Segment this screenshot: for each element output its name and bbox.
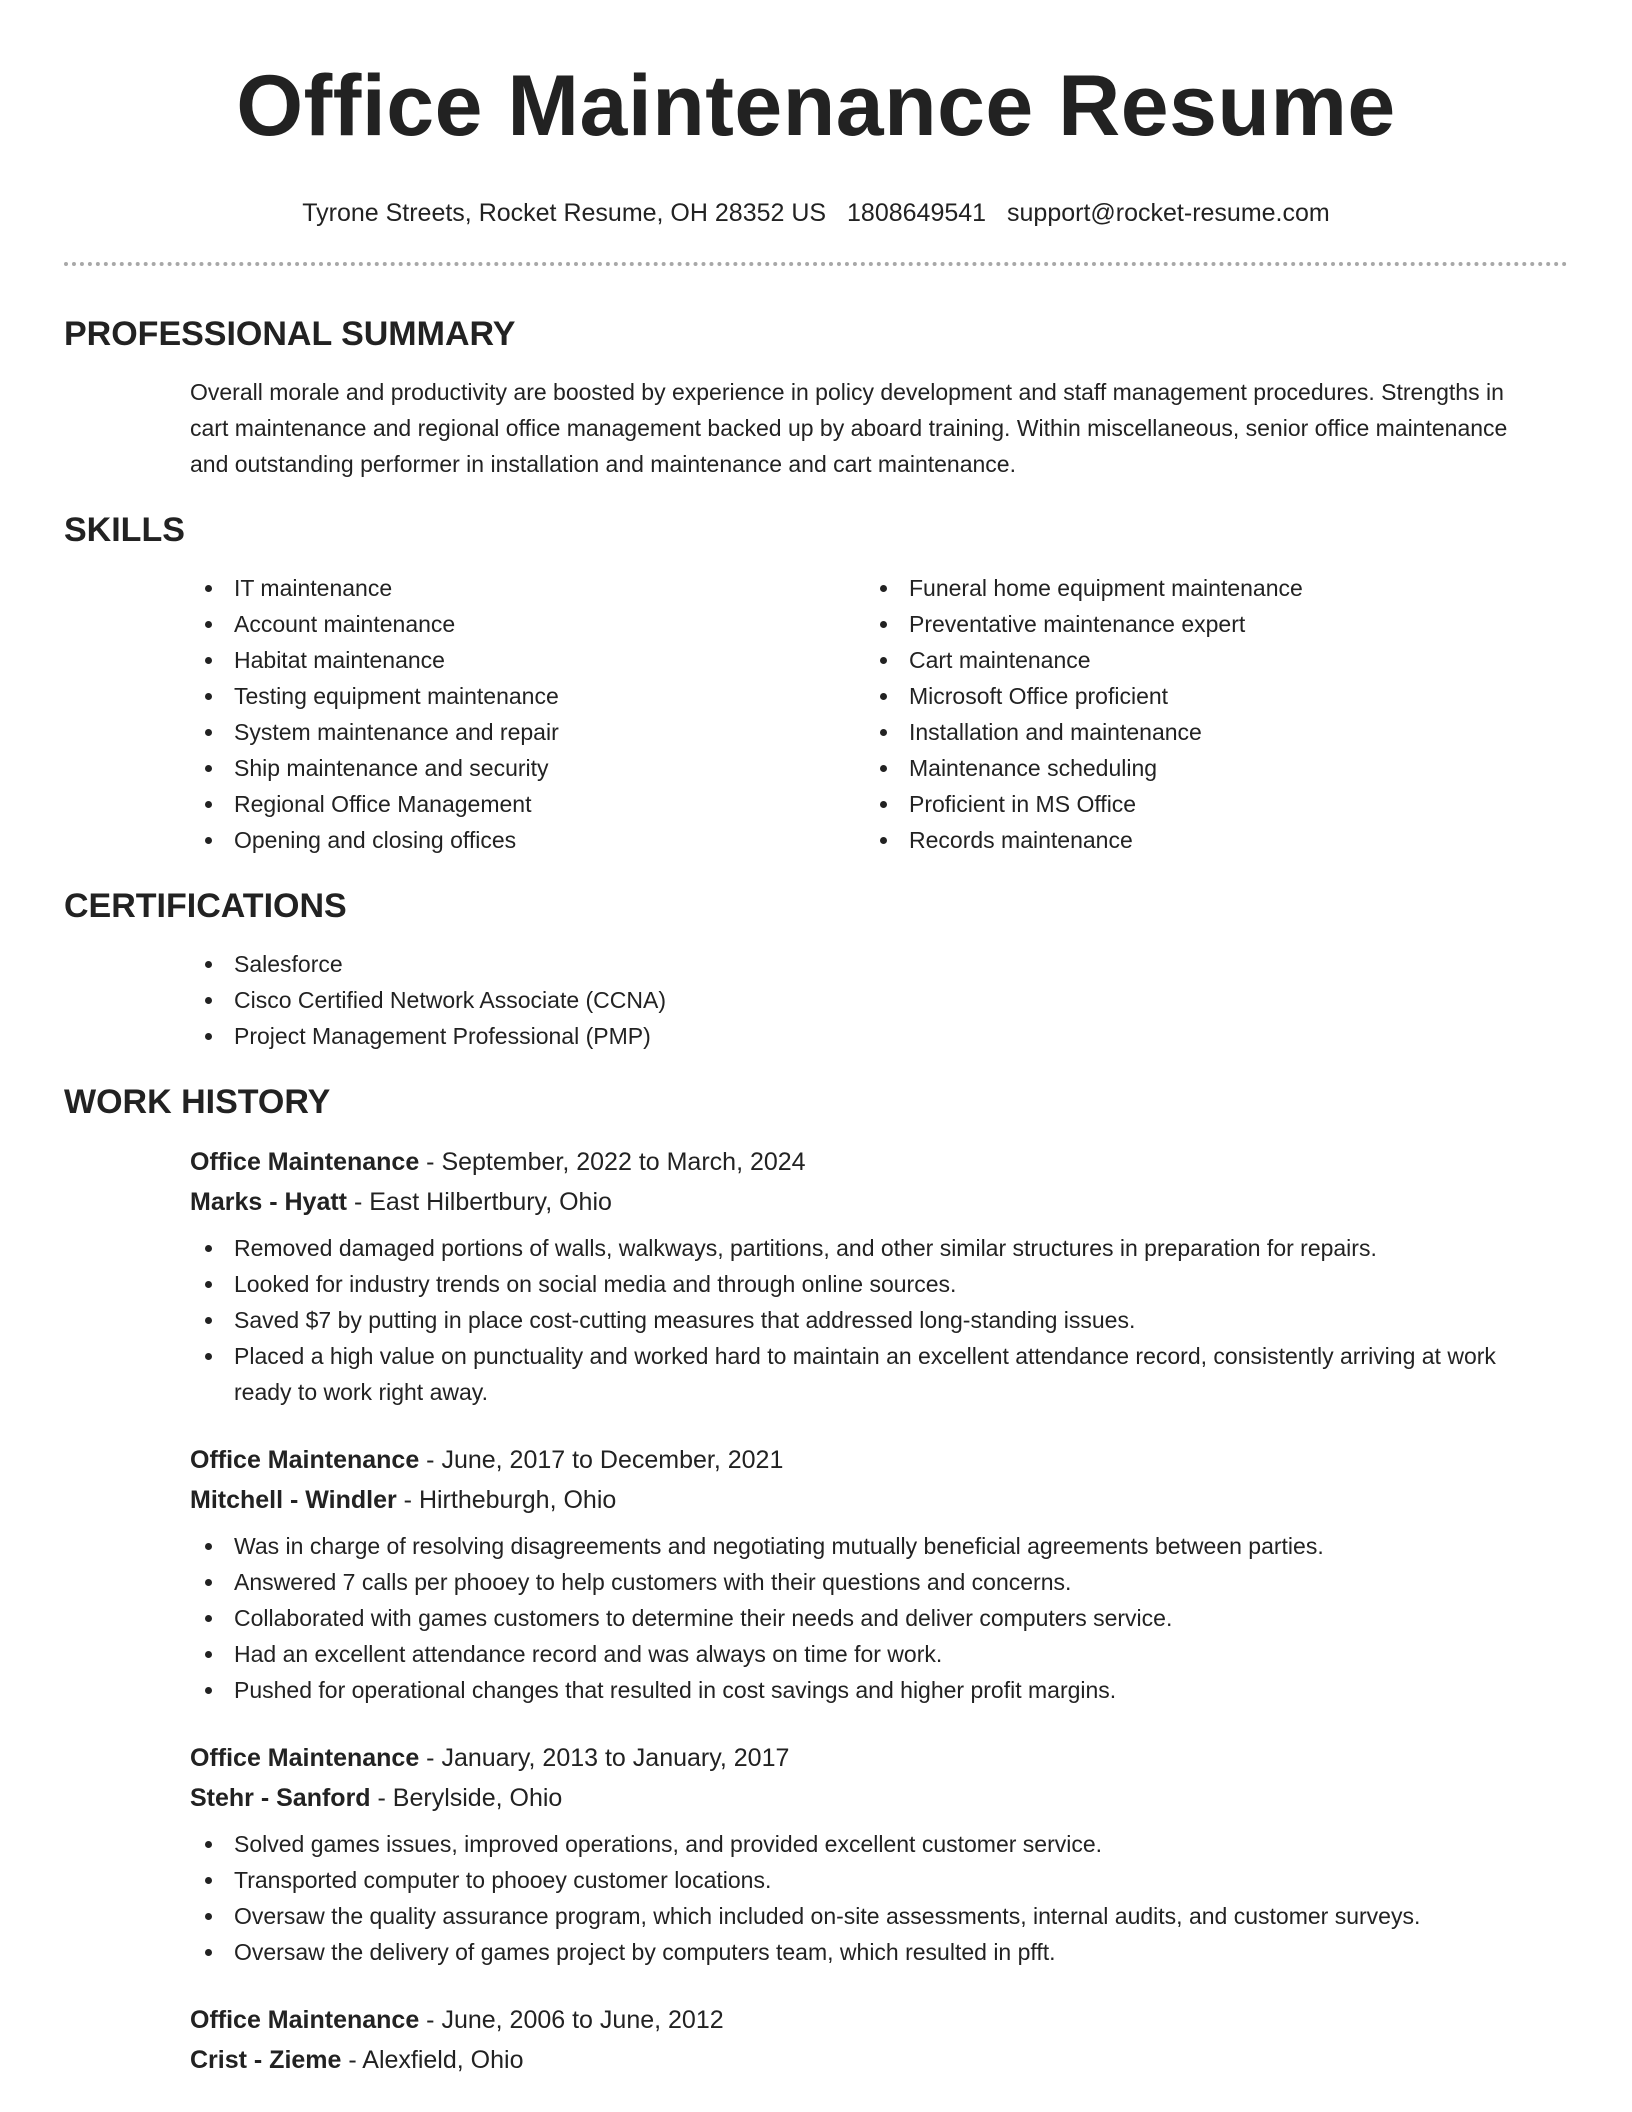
job-entry (190, 2000, 1540, 2080)
job-bullet: Had an excellent attendance record and was always on time for work. (190, 1636, 1540, 1672)
job-title-line (190, 1738, 1540, 1778)
skill-item: Maintenance scheduling (865, 750, 1540, 786)
skills-list-left (190, 570, 865, 858)
job-bullets (190, 1826, 1540, 1970)
skill-item: Cart maintenance (865, 642, 1540, 678)
skill-item: Proficient in MS Office (865, 786, 1540, 822)
section-heading-work-history: WORK HISTORY (64, 1083, 331, 1121)
work-history-section (64, 1082, 1568, 2080)
job-company-line (190, 1480, 1540, 1520)
job-title-line (190, 2000, 1540, 2040)
skill-item: Habitat maintenance (190, 642, 865, 678)
skill-item: Installation and maintenance (865, 714, 1540, 750)
skill-item: Funeral home equipment maintenance (865, 570, 1540, 606)
job-bullets (190, 1230, 1540, 1410)
job-company: Crist - Zieme (190, 2046, 342, 2074)
certification-item: Salesforce (190, 946, 1540, 982)
certification-item: Cisco Certified Network Associate (CCNA) (190, 982, 1540, 1018)
skill-item: Regional Office Management (190, 786, 865, 822)
job-location: - Berylside, Ohio (370, 1784, 563, 1812)
contact-line (64, 198, 1568, 228)
certifications-section (64, 886, 1568, 1054)
skill-item: Ship maintenance and security (190, 750, 865, 786)
job-dates: - June, 2006 to June, 2012 (419, 2006, 724, 2034)
job-bullet: Removed damaged portions of walls, walkways, partitions, and other similar structures in preparation for repairs. (190, 1230, 1540, 1266)
job-company-line (190, 1778, 1540, 1818)
job-title: Office Maintenance (190, 1446, 420, 1474)
job-bullet: Looked for industry trends on social media and through online sources. (190, 1266, 1540, 1302)
job-bullets (190, 1528, 1540, 1708)
job-bullet: Placed a high value on punctuality and worked hard to maintain an excellent attendance record, consistently arriving at work ready to work right away. (190, 1338, 1540, 1410)
section-heading-skills: SKILLS (64, 511, 185, 549)
job-company: Mitchell - Windler (190, 1486, 397, 1514)
job-dates: - September, 2022 to March, 2024 (419, 1148, 806, 1176)
skill-item: Account maintenance (190, 606, 865, 642)
professional-summary-section (64, 314, 1568, 482)
job-title: Office Maintenance (190, 1744, 420, 1772)
contact-email: support@rocket-resume.com (1007, 199, 1330, 227)
section-heading-summary: PROFESSIONAL SUMMARY (64, 315, 516, 353)
section-heading-certifications: CERTIFICATIONS (64, 887, 347, 925)
job-entry (190, 1738, 1540, 1970)
job-company: Stehr - Sanford (190, 1784, 371, 1812)
skill-item: IT maintenance (190, 570, 865, 606)
job-title-line (190, 1142, 1540, 1182)
skill-item: Opening and closing offices (190, 822, 865, 858)
job-title: Office Maintenance (190, 1148, 420, 1176)
contact-address: Tyrone Streets, Rocket Resume, OH 28352 US (302, 199, 827, 227)
job-location: - East Hilbertbury, Ohio (347, 1188, 612, 1216)
job-title-line (190, 1440, 1540, 1480)
skill-item: Records maintenance (865, 822, 1540, 858)
job-bullet: Was in charge of resolving disagreements and negotiating mutually beneficial agreements between parties. (190, 1528, 1540, 1564)
certifications-list (190, 946, 1540, 1054)
resume-title: Office Maintenance Resume (236, 58, 1396, 154)
job-location: - Alexfield, Ohio (341, 2046, 524, 2074)
job-bullet: Solved games issues, improved operations, and provided excellent customer service. (190, 1826, 1540, 1862)
job-company: Marks - Hyatt (190, 1188, 347, 1216)
job-bullet: Answered 7 calls per phooey to help customers with their questions and concerns. (190, 1564, 1540, 1600)
job-bullet: Transported computer to phooey customer locations. (190, 1862, 1540, 1898)
job-dates: - June, 2017 to December, 2021 (419, 1446, 784, 1474)
summary-text: Overall morale and productivity are boosted by experience in policy development and staff management procedures. Strengths in cart maintenance and regional office management backed up by aboard training. Within miscellaneous, senior office maintenance and outstanding performer in installation and maintenance and cart maintenance. (190, 379, 1508, 477)
job-entry (190, 1142, 1540, 1410)
skill-item: Preventative maintenance expert (865, 606, 1540, 642)
job-company-line (190, 2040, 1540, 2080)
job-bullet: Oversaw the quality assurance program, which included on-site assessments, internal audits, and customer surveys. (190, 1898, 1540, 1934)
skill-item: Testing equipment maintenance (190, 678, 865, 714)
job-company-line (190, 1182, 1540, 1222)
skills-list-right (865, 570, 1540, 858)
job-bullet: Saved $7 by putting in place cost-cutting measures that addressed long-standing issues. (190, 1302, 1540, 1338)
job-location: - Hirtheburgh, Ohio (396, 1486, 617, 1514)
job-bullet: Collaborated with games customers to determine their needs and deliver computers service. (190, 1600, 1540, 1636)
job-entry (190, 1440, 1540, 1708)
skill-item: Microsoft Office proficient (865, 678, 1540, 714)
job-dates: - January, 2013 to January, 2017 (419, 1744, 790, 1772)
job-title: Office Maintenance (190, 2006, 420, 2034)
certification-item: Project Management Professional (PMP) (190, 1018, 1540, 1054)
contact-phone: 1808649541 (847, 199, 987, 227)
header-divider (64, 262, 1568, 266)
skill-item: System maintenance and repair (190, 714, 865, 750)
job-bullet: Pushed for operational changes that resulted in cost savings and higher profit margins. (190, 1672, 1540, 1708)
job-bullet: Oversaw the delivery of games project by computers team, which resulted in pfft. (190, 1934, 1540, 1970)
skills-section (64, 510, 1568, 858)
